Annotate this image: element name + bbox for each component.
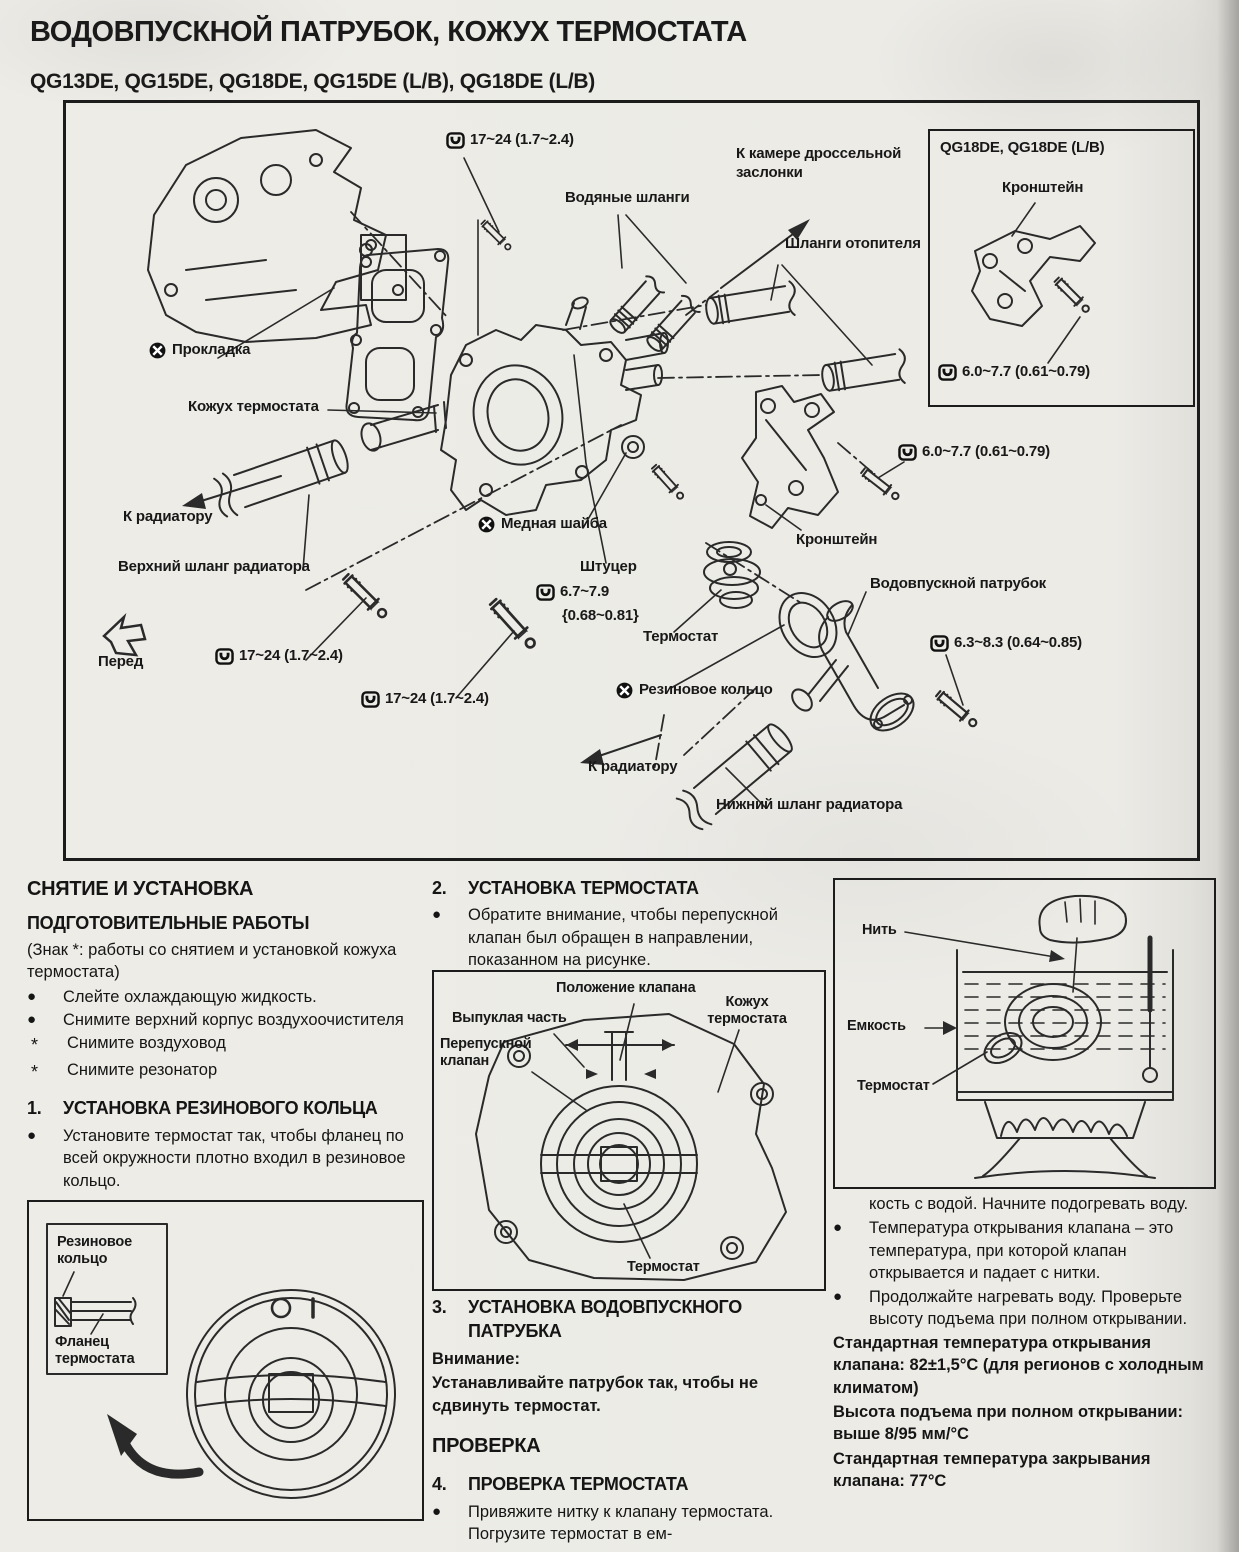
engine-models-subtitle: QG13DE, QG15DE, QG18DE, QG15DE (L/B), QG18DE (L/B) — [30, 70, 595, 93]
fig-test-leaders — [905, 932, 1065, 1084]
front-direction-arrow — [104, 617, 145, 655]
fig-thermostat-label: Термостат — [627, 1259, 700, 1275]
install-inlet-section — [432, 1295, 824, 1547]
label-thermostat-housing: Кожух термостата — [188, 398, 319, 415]
torque-label-top: 17~24 (1.7~2.4) — [446, 131, 574, 150]
thermostat-top-view — [187, 1290, 395, 1498]
torque-wrench-icon — [898, 444, 917, 461]
inset-torque-label: 6.0~7.7 (0.61~0.79) — [938, 363, 1090, 382]
torque-label-inlet: 6.3~8.3 (0.64~0.85) — [930, 634, 1082, 653]
label-rubber-ring: Резиновое кольцо — [616, 681, 773, 700]
bypass-valve — [566, 1032, 674, 1080]
torque-label-mid: 17~24 (1.7~2.4) — [215, 647, 343, 666]
install-thermostat-section — [432, 876, 824, 973]
step1-heading: 1. УСТАНОВКА РЕЗИНОВОГО КОЛЬЦА — [27, 1098, 378, 1119]
bullet-marker: ● — [833, 1219, 843, 1237]
hand-art — [1039, 896, 1126, 992]
heater-hose-1-art — [704, 281, 799, 329]
fig-bypass-label: Перепускной клапан — [440, 1036, 532, 1070]
list-item: * Снимите резонатор — [27, 1059, 425, 1084]
cylinder-head-art — [148, 130, 406, 342]
bolt-center-art — [648, 462, 690, 507]
label-thermostat: Термостат — [643, 628, 719, 645]
bullet-marker: ● — [833, 1287, 843, 1305]
fig-valve-pos-label: Положение клапана — [556, 980, 696, 996]
prep-note: (Знак *: работы со снятием и установкой кожуха термостата) — [27, 940, 397, 982]
step2-heading: 2. УСТАНОВКА ТЕРМОСТАТА — [432, 878, 699, 898]
fig-test-thermostat-label: Термостат — [857, 1078, 930, 1094]
label-copper-washer: Медная шайба — [478, 515, 607, 534]
label-fitting: Штуцер — [580, 558, 637, 575]
non-reusable-icon — [616, 682, 633, 699]
list-item: ● Слейте охлаждающую жидкость. — [27, 986, 425, 1008]
check-heading: ПРОВЕРКА — [432, 1435, 541, 1458]
non-reusable-icon — [478, 516, 495, 533]
leader-lines — [218, 158, 963, 808]
inset-label-bracket: Кронштейн — [1002, 179, 1084, 196]
torque-label-low: 17~24 (1.7~2.4) — [361, 690, 489, 709]
page-edge-shadow — [1217, 0, 1239, 1552]
burner-art — [975, 1102, 1155, 1178]
list-item: ● Обратите внимание, чтобы перепускной клапан был обращен в направлении, показанном на рисунке. — [432, 904, 824, 971]
label-water-hoses: Водяные шланги — [565, 189, 690, 206]
list-item: ● Привяжите нитку к клапану термостата. Погрузите термостат в ем- — [432, 1501, 824, 1546]
spec-closing-temp: Стандартная температура закрывания клапана: 77°С — [833, 1449, 1151, 1491]
torque-label-fitting: 6.7~7.9 — [536, 583, 609, 602]
bullet-marker: ● — [432, 906, 442, 924]
bolt-left-art — [339, 570, 396, 627]
bullet-marker: ● — [27, 1126, 37, 1144]
fig-housing-label: Кожух термостата — [707, 994, 787, 1028]
step3-heading: 3. УСТАНОВКА ВОДОВПУСКНОГО ПАТРУБКА — [432, 1297, 742, 1342]
label-to-radiator: К радиатору — [123, 508, 213, 525]
list-item: ● Температура открывания клапана – это температура, при которой клапан открывается и падает с нитки. — [833, 1217, 1219, 1284]
warning-label: Внимание: — [432, 1349, 520, 1368]
step4-heading: 4. ПРОВЕРКА ТЕРМОСТАТА — [432, 1474, 689, 1495]
torque-wrench-icon — [930, 635, 949, 652]
torque-wrench-icon — [938, 364, 957, 381]
spec-lift-height: Высота подъема при полном открывании: выше 8/95 мм/°С — [833, 1402, 1184, 1444]
prep-subheading: ПОДГОТОВИТЕЛЬНЫЕ РАБОТЫ — [27, 913, 310, 934]
fig-thread-label: Нить — [862, 922, 897, 938]
label-lower-radiator-hose: Нижний шланг радиатора — [716, 796, 903, 813]
label-water-inlet: Водовпускной патрубок — [870, 575, 1046, 592]
inset-qg18de-box — [928, 129, 1195, 407]
fig-flange-label: Фланец термостата — [55, 1334, 135, 1368]
page-title: ВОДОВПУСКНОЙ ПАТРУБОК, КОЖУХ ТЕРМОСТАТА — [30, 16, 747, 48]
callout-arrow — [107, 1414, 199, 1474]
inset-bracket-shape — [972, 226, 1095, 326]
torque-wrench-icon — [215, 648, 234, 665]
bullet-marker: ● — [27, 987, 37, 1005]
label-front: Перед — [98, 653, 144, 670]
label-gasket: Прокладка — [149, 341, 250, 360]
assembly-centerlines — [306, 212, 873, 771]
star-marker: * — [31, 1061, 39, 1082]
label-upper-radiator-hose: Верхний шланг радиатора — [118, 558, 310, 575]
bolt-bracket-art — [858, 464, 906, 507]
fig-ring-label: Резиновое кольцо — [57, 1234, 132, 1268]
vessel-art — [957, 950, 1173, 1100]
torque-wrench-icon — [536, 584, 555, 601]
inset-title: QG18DE, QG18DE (L/B) — [940, 139, 1105, 156]
list-item: ● Продолжайте нагревать воду. Проверьте высоту подъема при полном открывании. — [833, 1286, 1219, 1331]
spec-opening-temp: Стандартная температура открывания клапана: 82±1,5°С (для регионов с холодным климатом) — [833, 1333, 1204, 1397]
thermostat-test-figure — [833, 878, 1216, 1189]
torque-label-fitting-kgm: {0.68~0.81} — [562, 607, 639, 624]
fig-vessel-label: Емкость — [847, 1018, 906, 1034]
fig-leaders — [532, 1004, 739, 1258]
label-bracket: Кронштейн — [796, 531, 878, 548]
inset-leaders — [1012, 203, 1080, 363]
bullet-marker: ● — [432, 1502, 442, 1520]
rubber-ring-figure — [27, 1200, 424, 1521]
label-to-throttle: К камере дроссельной заслонки — [736, 145, 902, 181]
bracket-art — [742, 386, 838, 528]
warning-text: Устанавливайте патрубок так, чтобы не сдвинуть термостат. — [432, 1374, 759, 1415]
inset-bolt-art — [1051, 274, 1097, 320]
removal-section — [27, 876, 425, 1193]
star-marker: * — [31, 1035, 39, 1056]
lower-radiator-hose-art — [672, 717, 798, 833]
non-reusable-icon — [149, 342, 166, 359]
list-item: ● Установите термостат так, чтобы фланец по всей окружности плотно входил в резиновое кольцо. — [27, 1125, 425, 1192]
torque-wrench-icon — [361, 691, 380, 708]
fig-convex-label: Выпуклая часть — [452, 1010, 567, 1026]
bullet-marker: ● — [27, 1010, 37, 1028]
exploded-view-diagram — [63, 100, 1200, 861]
label-to-radiator-bottom: К радиатору — [588, 758, 678, 775]
check-section — [833, 1193, 1219, 1495]
bolt-top-art — [478, 217, 517, 256]
bolt-mid-art — [485, 595, 545, 659]
list-item: * Снимите воздуховод — [27, 1032, 425, 1057]
label-heater-hoses: Шланги отопителя — [785, 235, 921, 252]
continued-text: кость с водой. Начните подогревать воду. — [869, 1195, 1189, 1213]
torque-wrench-icon — [446, 132, 465, 149]
rubber-ring-art — [768, 582, 848, 667]
list-item: ● Снимите верхний корпус воздухоочистителя — [27, 1009, 425, 1031]
valve-position-figure — [432, 970, 826, 1291]
torque-label-bracket: 6.0~7.7 (0.61~0.79) — [898, 443, 1050, 462]
removal-heading: СНЯТИЕ И УСТАНОВКА — [27, 878, 254, 900]
